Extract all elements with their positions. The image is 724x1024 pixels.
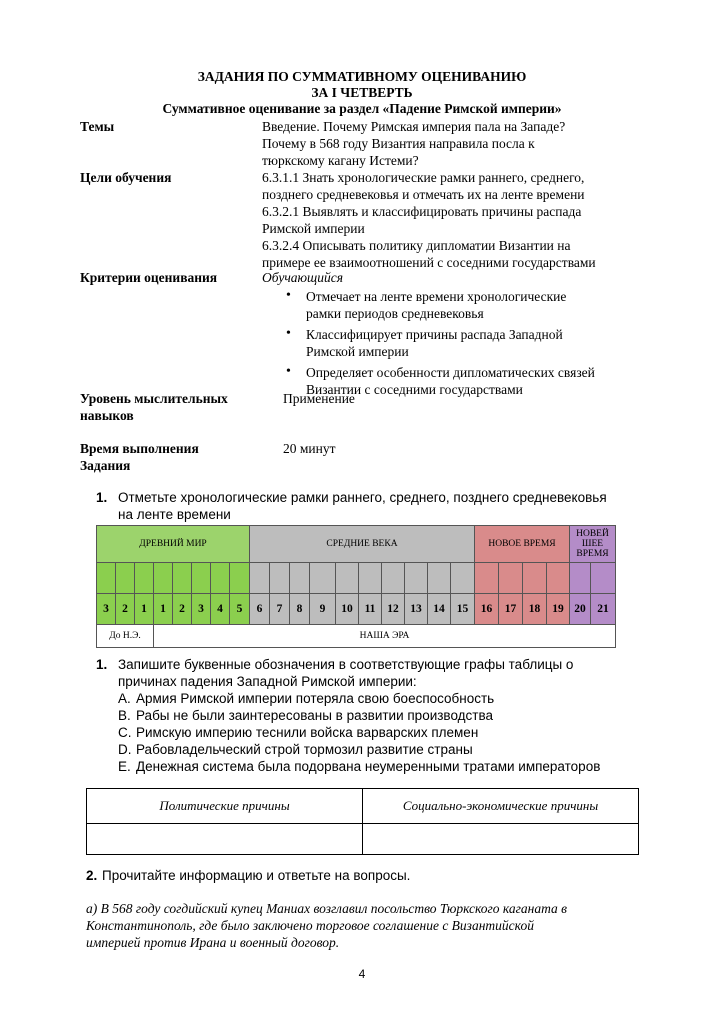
timeline-cell [336,563,359,594]
century-cell: 1 [154,594,173,625]
timeline-cell [310,563,336,594]
time-label: Время выполнения Задания [80,441,199,473]
task3-prompt: Прочитайте информацию и ответьте на вопросы. [102,868,411,883]
task2-text: Запишите буквенные обозначения в соответствующие графы таблицы о причинах падения Западной Римской империи: A. Армия Римской империи потеряла свою боеспособность B. Рабы не были заинтересованы в развитии производства C. Римскую империю теснили войска варварских племен D. Рабовладельческий строй тормозил развитие страны E. Денежная система была подорвана неумеренными тратами императоров [118,656,638,775]
century-cell: 3 [192,594,211,625]
level-value: Применение [283,391,355,406]
timeline-cell [359,563,382,594]
century-cell: 11 [359,594,382,625]
political-causes-answer[interactable] [87,824,363,855]
century-cell: 15 [451,594,475,625]
timeline-cell [382,563,405,594]
century-cell: 16 [475,594,499,625]
timeline-cell [290,563,310,594]
century-cell: 7 [270,594,290,625]
timeline-cell [499,563,523,594]
century-cell: 12 [382,594,405,625]
goals-value: 6.3.1.1 Знать хронологические рамки раннего, среднего, позднего средневековья и отмечать их на ленте времени 6.3.2.1 Выявлять и классифицировать причины распада Римской империи 6.3.2.4 Описывать политику дипломатии Византии на примере ее взаимоотношений с соседними государствами [262,170,596,270]
criteria-intro: Обучающийся [262,270,344,285]
timeline-cell [173,563,192,594]
era-newest: НОВЕЙ ШЕЕ ВРЕМЯ [570,526,616,563]
timeline-cell [405,563,428,594]
timeline-cell [523,563,547,594]
criteria-label: Критерии оценивания [80,270,218,285]
goals-label: Цели обучения [80,170,172,185]
century-cell: 4 [211,594,230,625]
century-cell: 19 [547,594,570,625]
bc-label: До Н.Э. [97,625,154,648]
century-cell: 2 [116,594,135,625]
century-cell: 5 [230,594,250,625]
page-number: 4 [358,967,366,981]
task1-text: Отметьте хронологические рамки раннего, среднего, позднего средневековья на ленте времени [118,490,607,522]
era-modern: НОВОЕ ВРЕМЯ [475,526,570,563]
timeline-cell [154,563,173,594]
level-label: Уровень мыслительных навыков [80,391,228,423]
criteria-item: • Отмечает на ленте времени хронологические рамки периодов средневековья [282,288,642,322]
timeline-cell [250,563,270,594]
task3-text: а) В 568 году согдийский купец Маниах возглавил посольство Тюркского каганата в Константинополь, где было заключено торговое соглашение с Византийской империей против Ирана и военный договор. [86,901,567,950]
time-value: 20 минут [283,441,336,456]
option-item: B. Рабы не были заинтересованы в развитии производства [118,708,493,723]
timeline-cell [211,563,230,594]
option-item: C. Римскую империю теснили войска варварских племен [118,725,479,740]
topics-value: Введение. Почему Римская империя пала на Западе? Почему в 568 году Византия направила посла к тюркскому кагану Истеми? [262,119,566,168]
era-ancient: ДРЕВНИЙ МИР [97,526,250,563]
document-subtitle: ЗА I ЧЕТВЕРТЬ [311,85,413,100]
timeline-cell [475,563,499,594]
option-item: D. Рабовладельческий строй тормозил развитие страны [118,742,473,757]
socioeconomic-causes-answer[interactable] [363,824,639,855]
ad-label: НАША ЭРА [154,625,616,648]
criteria-list [282,288,642,402]
century-cell: 21 [591,594,616,625]
timeline-cell [230,563,250,594]
political-causes-header: Политические причины [87,789,363,824]
century-cell: 9 [310,594,336,625]
causes-table [86,788,639,855]
timeline-cell [97,563,116,594]
timeline-cell [451,563,475,594]
century-cell: 1 [135,594,154,625]
century-cell: 14 [428,594,451,625]
century-cell: 17 [499,594,523,625]
century-cell: 3 [97,594,116,625]
option-item: A. Армия Римской империи потеряла свою боеспособность [118,691,495,706]
timeline-cell [428,563,451,594]
timeline [96,525,616,648]
criteria-item: • Классифицирует причины распада Западной Римской империи [282,326,642,360]
century-cell: 20 [570,594,591,625]
topics-label: Темы [80,119,115,134]
criteria-item: • Определяет особенности дипломатических связей Византии с соседними государствами [282,364,642,398]
task3-number: 2. [86,868,98,883]
task2-number: 1. [96,657,108,672]
century-cell: 13 [405,594,428,625]
timeline-cell [547,563,570,594]
timeline-cell [192,563,211,594]
timeline-cell [570,563,591,594]
timeline-cell [591,563,616,594]
document-title: ЗАДАНИЯ ПО СУММАТИВНОМУ ОЦЕНИВАНИЮ [197,69,527,84]
option-item: E. Денежная система была подорвана неумеренными тратами императоров [118,759,601,774]
task1-number: 1. [96,490,108,505]
century-cell: 18 [523,594,547,625]
option-list [118,690,638,775]
timeline-cell [270,563,290,594]
century-cell: 2 [173,594,192,625]
socioeconomic-causes-header: Социально-экономические причины [363,789,639,824]
era-middle-ages: СРЕДНИЕ ВЕКА [250,526,475,563]
century-cell: 10 [336,594,359,625]
century-cell: 8 [290,594,310,625]
century-cell: 6 [250,594,270,625]
timeline-cell [135,563,154,594]
timeline-cell [116,563,135,594]
section-title: Суммативное оценивание за раздел «Падение Римской империи» [162,101,562,116]
